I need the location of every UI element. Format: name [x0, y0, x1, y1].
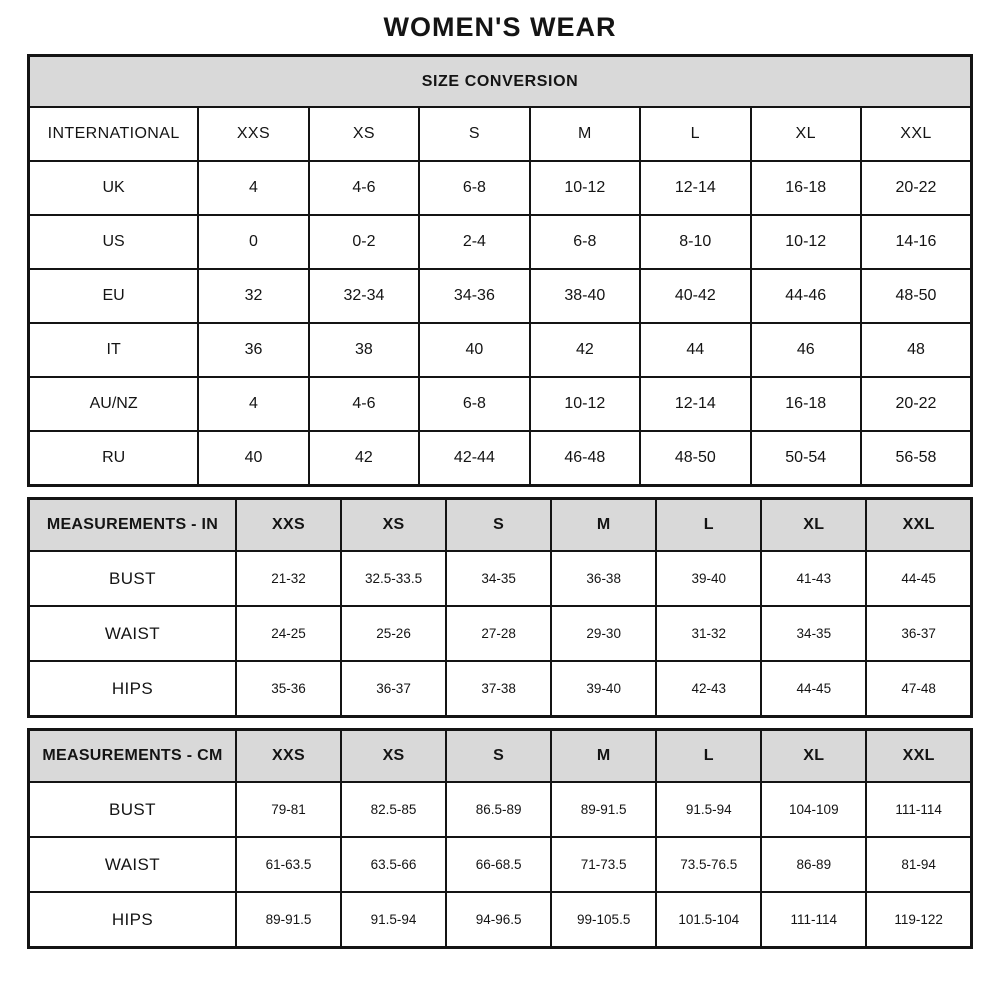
measurements-in-row: [29, 551, 972, 606]
measurement-value-cell: 71-73.5: [551, 837, 656, 892]
size-value-cell: 34-36: [419, 269, 529, 323]
measurement-value-cell: 94-96.5: [446, 892, 551, 948]
size-column-header: XXS: [236, 499, 341, 552]
measurement-value-cell: 81-94: [866, 837, 971, 892]
measurements-in-row: [29, 606, 972, 661]
measurement-label: HIPS: [29, 661, 236, 717]
size-column-header: S: [446, 730, 551, 783]
measurement-value-cell: 34-35: [761, 606, 866, 661]
size-value-cell: 2-4: [419, 215, 529, 269]
size-conversion-row: [29, 431, 972, 486]
size-conversion-table: [27, 54, 973, 487]
size-conversion-header: SIZE CONVERSION: [29, 56, 972, 108]
size-value-cell: 32-34: [309, 269, 419, 323]
size-column-header: L: [640, 107, 750, 161]
size-value-cell: 42: [530, 323, 640, 377]
measurement-value-cell: 47-48: [866, 661, 971, 717]
size-value-cell: 48-50: [861, 269, 972, 323]
measurement-label: BUST: [29, 551, 236, 606]
size-value-cell: 42: [309, 431, 419, 486]
measurement-value-cell: 104-109: [761, 782, 866, 837]
measurements-cm-header-row: [29, 730, 972, 783]
size-value-cell: 46-48: [530, 431, 640, 486]
measurements-in-header: MEASUREMENTS - IN: [29, 499, 236, 552]
size-conversion-banner-row: [29, 56, 972, 108]
measurement-value-cell: 44-45: [866, 551, 971, 606]
size-value-cell: 10-12: [530, 161, 640, 215]
size-value-cell: 38: [309, 323, 419, 377]
size-value-cell: 12-14: [640, 161, 750, 215]
size-value-cell: 56-58: [861, 431, 972, 486]
size-column-header: XXL: [866, 499, 971, 552]
size-value-cell: 46: [751, 323, 861, 377]
size-conversion-row: [29, 323, 972, 377]
size-value-cell: 48: [861, 323, 972, 377]
measurement-value-cell: 31-32: [656, 606, 761, 661]
measurement-value-cell: 63.5-66: [341, 837, 446, 892]
size-column-header: S: [446, 499, 551, 552]
size-column-header: M: [551, 730, 656, 783]
measurement-label: WAIST: [29, 837, 236, 892]
measurement-value-cell: 89-91.5: [236, 892, 341, 948]
measurement-value-cell: 36-38: [551, 551, 656, 606]
size-value-cell: 40-42: [640, 269, 750, 323]
size-column-header: XXS: [236, 730, 341, 783]
size-column-header: XL: [751, 107, 861, 161]
measurement-value-cell: 42-43: [656, 661, 761, 717]
size-value-cell: 36: [198, 323, 308, 377]
size-value-cell: 12-14: [640, 377, 750, 431]
size-conversion-row: [29, 269, 972, 323]
size-conversion-row: [29, 377, 972, 431]
region-label: EU: [29, 269, 199, 323]
size-column-header: M: [551, 499, 656, 552]
measurement-value-cell: 111-114: [761, 892, 866, 948]
measurement-value-cell: 29-30: [551, 606, 656, 661]
measurement-value-cell: 66-68.5: [446, 837, 551, 892]
size-value-cell: 16-18: [751, 377, 861, 431]
measurement-value-cell: 36-37: [866, 606, 971, 661]
size-value-cell: 6-8: [419, 161, 529, 215]
size-value-cell: 38-40: [530, 269, 640, 323]
size-value-cell: 10-12: [530, 377, 640, 431]
size-column-header: XS: [341, 499, 446, 552]
size-value-cell: 4-6: [309, 161, 419, 215]
measurement-value-cell: 41-43: [761, 551, 866, 606]
page-title: WOMEN'S WEAR: [383, 12, 617, 42]
measurement-value-cell: 34-35: [446, 551, 551, 606]
size-column-header: L: [656, 499, 761, 552]
size-column-header: L: [656, 730, 761, 783]
size-value-cell: 6-8: [419, 377, 529, 431]
size-value-cell: 50-54: [751, 431, 861, 486]
size-column-header: XXL: [861, 107, 972, 161]
size-value-cell: 0-2: [309, 215, 419, 269]
measurement-value-cell: 39-40: [551, 661, 656, 717]
size-value-cell: 40: [198, 431, 308, 486]
size-value-cell: 4: [198, 161, 308, 215]
size-value-cell: 44-46: [751, 269, 861, 323]
size-column-header: XS: [341, 730, 446, 783]
size-value-cell: 48-50: [640, 431, 750, 486]
measurement-value-cell: 61-63.5: [236, 837, 341, 892]
measurement-value-cell: 86.5-89: [446, 782, 551, 837]
measurements-cm-row: [29, 837, 972, 892]
region-label: RU: [29, 431, 199, 486]
measurement-value-cell: 24-25: [236, 606, 341, 661]
size-column-header: XXS: [198, 107, 308, 161]
measurements-in-table: [27, 497, 973, 718]
region-label: AU/NZ: [29, 377, 199, 431]
measurement-value-cell: 91.5-94: [341, 892, 446, 948]
size-value-cell: 4-6: [309, 377, 419, 431]
size-column-header: XL: [761, 499, 866, 552]
size-value-cell: 40: [419, 323, 529, 377]
measurement-value-cell: 73.5-76.5: [656, 837, 761, 892]
size-value-cell: 4: [198, 377, 308, 431]
measurement-value-cell: 119-122: [866, 892, 971, 948]
measurement-value-cell: 39-40: [656, 551, 761, 606]
measurement-value-cell: 21-32: [236, 551, 341, 606]
size-column-header: S: [419, 107, 529, 161]
size-value-cell: 16-18: [751, 161, 861, 215]
size-value-cell: 14-16: [861, 215, 972, 269]
measurement-value-cell: 79-81: [236, 782, 341, 837]
region-label: UK: [29, 161, 199, 215]
region-label: US: [29, 215, 199, 269]
size-value-cell: 6-8: [530, 215, 640, 269]
measurement-label: HIPS: [29, 892, 236, 948]
measurement-value-cell: 111-114: [866, 782, 971, 837]
measurement-value-cell: 37-38: [446, 661, 551, 717]
size-conversion-row: [29, 215, 972, 269]
size-column-header: XL: [761, 730, 866, 783]
measurement-value-cell: 99-105.5: [551, 892, 656, 948]
international-column-header: INTERNATIONAL: [29, 107, 199, 161]
size-column-header: XS: [309, 107, 419, 161]
measurement-value-cell: 91.5-94: [656, 782, 761, 837]
measurement-value-cell: 86-89: [761, 837, 866, 892]
measurement-value-cell: 101.5-104: [656, 892, 761, 948]
measurements-in-header-row: [29, 499, 972, 552]
measurements-cm-header: MEASUREMENTS - CM: [29, 730, 236, 783]
measurements-in-row: [29, 661, 972, 717]
size-conversion-row: [29, 161, 972, 215]
measurements-cm-table: [27, 728, 973, 949]
size-value-cell: 0: [198, 215, 308, 269]
size-value-cell: 42-44: [419, 431, 529, 486]
size-conversion-columns-row: [29, 107, 972, 161]
measurements-cm-row: [29, 892, 972, 948]
measurement-value-cell: 36-37: [341, 661, 446, 717]
size-column-header: XXL: [866, 730, 971, 783]
measurement-value-cell: 89-91.5: [551, 782, 656, 837]
measurements-cm-row: [29, 782, 972, 837]
size-value-cell: 10-12: [751, 215, 861, 269]
size-column-header: M: [530, 107, 640, 161]
size-value-cell: 32: [198, 269, 308, 323]
size-value-cell: 20-22: [861, 161, 972, 215]
measurement-value-cell: 35-36: [236, 661, 341, 717]
measurement-value-cell: 27-28: [446, 606, 551, 661]
size-value-cell: 20-22: [861, 377, 972, 431]
measurement-value-cell: 44-45: [761, 661, 866, 717]
measurement-label: BUST: [29, 782, 236, 837]
measurement-label: WAIST: [29, 606, 236, 661]
size-value-cell: 44: [640, 323, 750, 377]
measurement-value-cell: 25-26: [341, 606, 446, 661]
region-label: IT: [29, 323, 199, 377]
measurement-value-cell: 32.5-33.5: [341, 551, 446, 606]
measurement-value-cell: 82.5-85: [341, 782, 446, 837]
size-value-cell: 8-10: [640, 215, 750, 269]
